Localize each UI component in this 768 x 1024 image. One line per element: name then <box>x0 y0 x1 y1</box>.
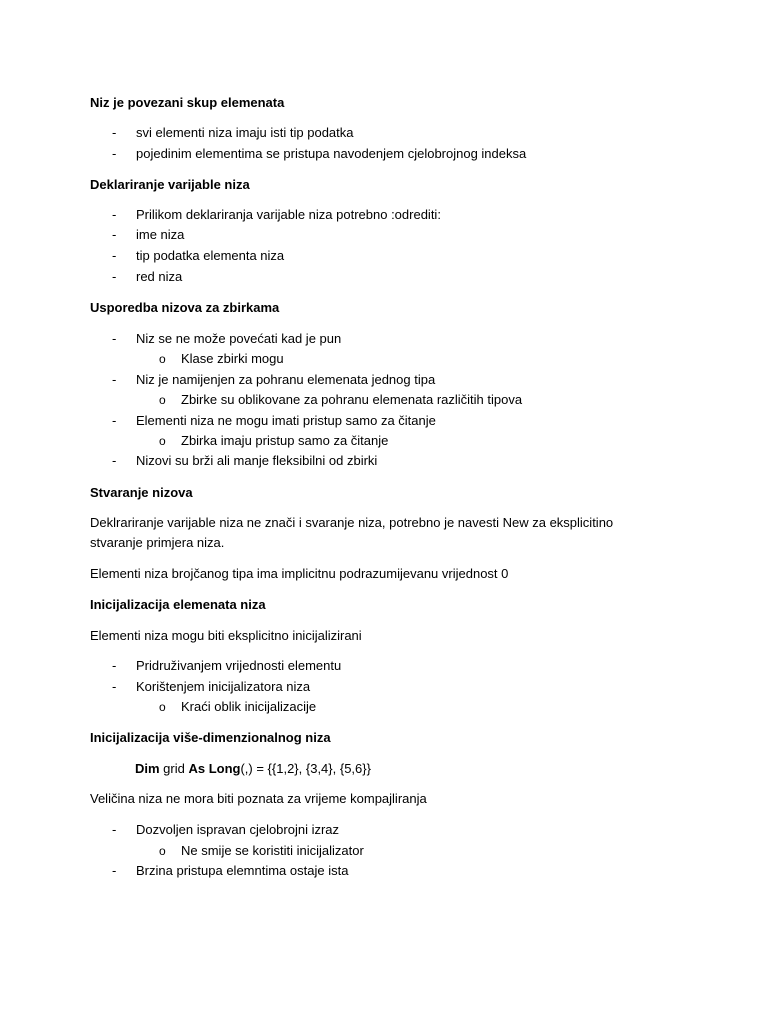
bullet-text: svi elementi niza imaju isti tip podatka <box>136 125 354 140</box>
sub-bullet-text: Kraći oblik inicijalizacije <box>181 699 317 714</box>
bullet-dash: - <box>112 453 117 468</box>
sub-bullet-text: Zbirka imaju pristup samo za čitanje <box>181 433 389 448</box>
heading-visedimenzionalni: Inicijalizacija više-dimenzionalnog niza <box>90 730 331 745</box>
sub-bullet-circle: o <box>159 844 166 858</box>
bullet-text: Pridruživanjem vrijednosti elementu <box>136 658 342 673</box>
bullet-text: red niza <box>136 269 183 284</box>
bullet-text: tip podatka elementa niza <box>136 248 285 263</box>
heading-deklariranje: Deklariranje varijable niza <box>90 177 250 192</box>
bullet-text: Prilikom deklariranja varijable niza potrebno :odrediti: <box>136 207 441 222</box>
sub-bullet-circle: o <box>159 700 166 714</box>
bullet-dash: - <box>112 146 117 161</box>
bullet-dash: - <box>112 248 117 263</box>
code-text: (,) = {{1,2}, {3,4}, {5,6}} <box>240 761 371 776</box>
bullet-dash: - <box>112 658 117 673</box>
sub-bullet-text: Zbirke su oblikovane za pohranu elemenata različitih tipova <box>181 392 523 407</box>
paragraph-text: Elementi niza mogu biti eksplicitno inicijalizirani <box>90 628 362 643</box>
paragraph-text: Veličina niza ne mora biti poznata za vrijeme kompajliranja <box>90 791 427 806</box>
paragraph-text: Deklrariranje varijable niza ne znači i svaranje niza, potrebno je navesti New za eksplicitino <box>90 515 614 530</box>
heading-usporedba: Usporedba nizova za zbirkama <box>90 300 280 315</box>
sub-bullet-text: Ne smije se koristiti inicijalizator <box>181 843 364 858</box>
sub-bullet-circle: o <box>159 434 166 448</box>
bullet-text: Nizovi su brži ali manje fleksibilni od zbirki <box>136 453 378 468</box>
sub-bullet-text: Klase zbirki mogu <box>181 351 284 366</box>
heading-niz: Niz je povezani skup elemenata <box>90 95 285 110</box>
paragraph-text: stvaranje primjera niza. <box>90 535 225 550</box>
bullet-dash: - <box>112 679 117 694</box>
paragraph-text: Elementi niza brojčanog tipa ima implicitnu podrazumijevanu vrijednost 0 <box>90 566 509 581</box>
bullet-dash: - <box>112 822 117 837</box>
bullet-dash: - <box>112 269 117 284</box>
bullet-dash: - <box>112 863 117 878</box>
heading-stvaranje: Stvaranje nizova <box>90 485 193 500</box>
sub-bullet-circle: o <box>159 393 166 407</box>
bullet-dash: - <box>112 207 117 222</box>
bullet-text: Dozvoljen ispravan cjelobrojni izraz <box>136 822 340 837</box>
bullet-text: pojedinim elementima se pristupa navodenjem cjelobrojnog indeksa <box>136 146 527 161</box>
bullet-text: Brzina pristupa elemntima ostaje ista <box>136 863 349 878</box>
bullet-text: Niz je namijenjen za pohranu elemenata jednog tipa <box>136 372 436 387</box>
bullet-dash: - <box>112 413 117 428</box>
bullet-text: Niz se ne može povećati kad je pun <box>136 331 342 346</box>
bullet-text: Elementi niza ne mogu imati pristup samo za čitanje <box>136 413 436 428</box>
code-keyword: As Long <box>188 761 241 776</box>
heading-inicijalizacija: Inicijalizacija elemenata niza <box>90 597 266 612</box>
bullet-dash: - <box>112 372 117 387</box>
sub-bullet-circle: o <box>159 352 166 366</box>
bullet-dash: - <box>112 331 117 346</box>
code-keyword: Dim <box>135 761 160 776</box>
bullet-text: Korištenjem inicijalizatora niza <box>136 679 311 694</box>
bullet-dash: - <box>112 227 117 242</box>
bullet-dash: - <box>112 125 117 140</box>
code-text: grid <box>159 761 189 776</box>
code-line <box>135 761 371 777</box>
bullet-text: ime niza <box>136 227 185 242</box>
